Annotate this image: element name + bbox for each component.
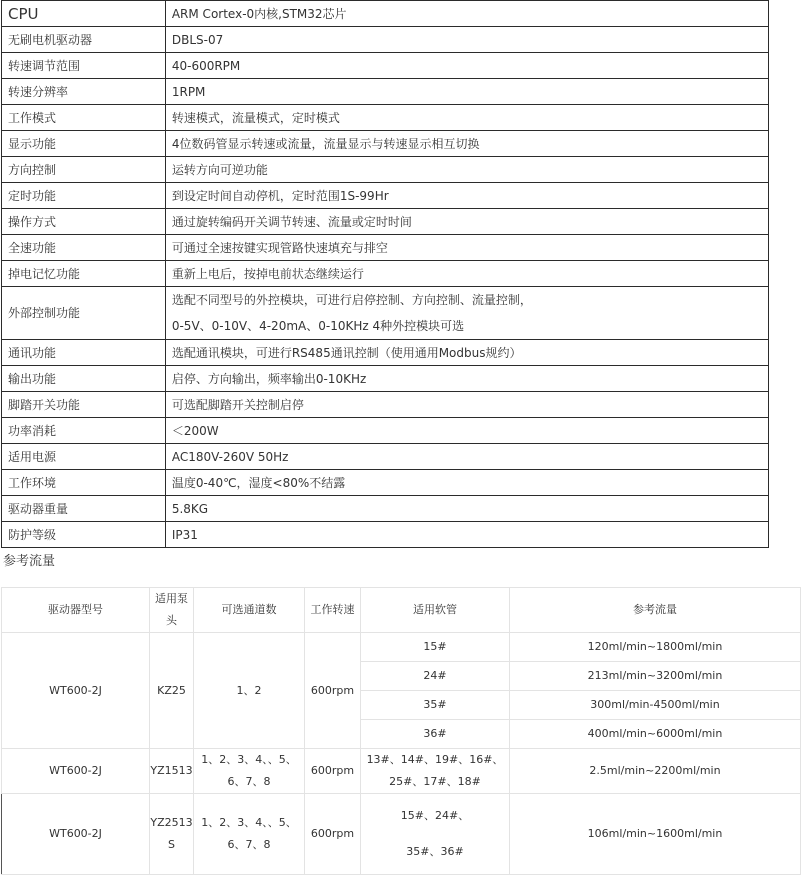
cell-flow: 213ml/min~3200ml/min [510,662,801,691]
spec-key: 输出功能 [2,366,166,392]
cell-channels: 1、2、3、4、、5、 6、7、8 [194,749,305,794]
spec-key: 操作方式 [2,209,166,235]
spec-value: 1RPM [165,79,768,105]
spec-value: 选配通讯模块，可进行RS485通讯控制（使用通用Modbus规约） [165,340,768,366]
spec-value: ＜200W [165,418,768,444]
spec-key: 防护等级 [2,522,166,548]
cell-flow: 106ml/min~1600ml/min [510,794,801,875]
cell-channels: 1、2、3、4、、5、 6、7、8 [194,794,305,875]
spec-value: 重新上电后，按掉电前状态继续运行 [165,261,768,287]
spec-value [165,287,768,340]
cell-driver-model: WT600-2J [2,749,150,794]
spec-row [2,444,769,470]
spec-key: 功率消耗 [2,418,166,444]
spec-value: 40-600RPM [165,53,768,79]
header-driver-model: 驱动器型号 [2,588,150,633]
spec-row [2,366,769,392]
spec-key: 转速分辨率 [2,79,166,105]
spec-row [2,418,769,444]
cell-flow: 2.5ml/min~2200ml/min [510,749,801,794]
spec-value: 到设定时间自动停机，定时范围1S-99Hr [165,183,768,209]
spec-value: 运转方向可逆功能 [165,157,768,183]
header-speed: 工作转速 [305,588,361,633]
header-tubing: 适用软管 [361,588,510,633]
cell-driver-model: WT600-2J [2,633,150,749]
spec-key: 外部控制功能 [2,287,166,340]
spec-row [2,287,769,340]
header-flow: 参考流量 [510,588,801,633]
cell-flow: 120ml/min~1800ml/min [510,633,801,662]
spec-row [2,1,769,27]
spec-key: 适用电源 [2,444,166,470]
header-channels: 可选通道数 [194,588,305,633]
table-row [2,794,801,875]
spec-value: AC180V-260V 50Hz [165,444,768,470]
spec-row [2,209,769,235]
spec-value: 可通过全速按键实现管路快速填充与排空 [165,235,768,261]
header-pump-head: 适用泵 头 [150,588,194,633]
spec-value: IP31 [165,522,768,548]
spec-value: 可选配脚踏开关控制启停 [165,392,768,418]
spec-value: 5.8KG [165,496,768,522]
spec-value: 温度0-40℃，湿度<80%不结露 [165,470,768,496]
spec-row [2,79,769,105]
spec-value: DBLS-07 [165,27,768,53]
spec-key: 无刷电机驱动器 [2,27,166,53]
spec-key: 显示功能 [2,131,166,157]
spec-row [2,157,769,183]
spec-row [2,183,769,209]
spec-row [2,496,769,522]
cell-tubing: 15#、24#、 35#、36# [361,794,510,875]
spec-value: 通过旋转编码开关调节转速、流量或定时时间 [165,209,768,235]
cell-tubing: 36# [361,720,510,749]
cell-tubing: 13#、14#、19#、16#、 25#、17#、18# [361,749,510,794]
spec-table [1,0,769,548]
spec-value: 启停、方向输出，频率输出0-10KHz [165,366,768,392]
spec-value: ARM Cortex-0内核,STM32芯片 [165,1,768,27]
spec-row [2,340,769,366]
spec-key: 通讯功能 [2,340,166,366]
spec-key: 定时功能 [2,183,166,209]
table-row [2,633,801,662]
spec-key: 全速功能 [2,235,166,261]
cell-tubing: 24# [361,662,510,691]
spec-value: 转速模式，流量模式，定时模式 [165,105,768,131]
spec-key: 方向控制 [2,157,166,183]
flow-table [1,587,801,875]
spec-row [2,392,769,418]
spec-row [2,131,769,157]
spec-key: 驱动器重量 [2,496,166,522]
spec-key: 转速调节范围 [2,53,166,79]
spec-key: 工作模式 [2,105,166,131]
spec-row [2,105,769,131]
cell-channels: 1、2 [194,633,305,749]
spec-value: 4位数码管显示转速或流量，流量显示与转速显示相互切换 [165,131,768,157]
spec-row [2,522,769,548]
cell-flow: 300ml/min-4500ml/min [510,691,801,720]
spec-row [2,27,769,53]
cell-speed: 600rpm [305,633,361,749]
spec-key: 工作环境 [2,470,166,496]
spec-row [2,261,769,287]
spec-key: CPU [2,1,166,27]
cell-speed: 600rpm [305,749,361,794]
spec-row [2,53,769,79]
spec-value-line: 选配不同型号的外控模块，可进行启停控制、方向控制、流量控制， [171,293,532,307]
spec-row [2,235,769,261]
cell-tubing: 15# [361,633,510,662]
section-title: 参考流量 [3,554,56,569]
cell-flow: 400ml/min~6000ml/min [510,720,801,749]
cell-speed: 600rpm [305,794,361,875]
flow-header-row [2,588,801,633]
cell-driver-model: WT600-2J [2,794,150,875]
cell-pump-head: YZ1513 [150,749,194,794]
spec-key: 掉电记忆功能 [2,261,166,287]
spec-value-line: 0-5V、0-10V、4-20mA、0-10KHz 4种外控模块可选 [171,319,465,333]
table-row [2,749,801,794]
spec-row [2,470,769,496]
cell-pump-head: YZ2513 S [150,794,194,875]
cell-tubing: 35# [361,691,510,720]
cell-pump-head: KZ25 [150,633,194,749]
spec-key: 脚踏开关功能 [2,392,166,418]
